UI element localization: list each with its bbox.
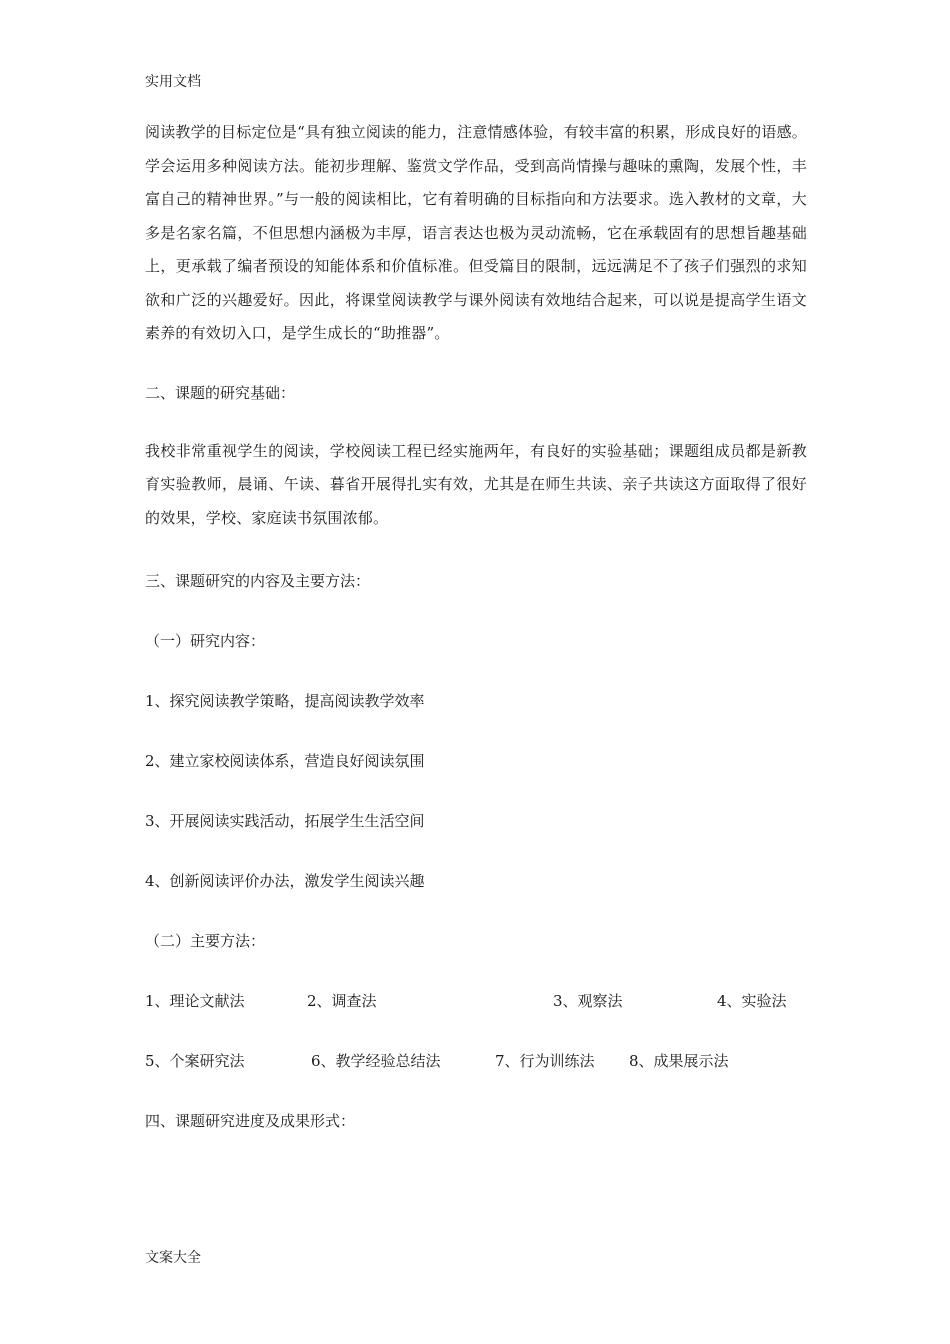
method-item: 2、调查法	[307, 992, 377, 1010]
method-item: 5、个案研究法	[145, 1052, 245, 1070]
section4-heading: 四、课题研究进度及成果形式：	[145, 1112, 356, 1130]
method-item: 4、实验法	[717, 992, 787, 1010]
method-item: 6、教学经验总结法	[311, 1052, 441, 1070]
content-item-1: 1、探究阅读教学策略，提高阅读教学效率	[145, 692, 425, 710]
methods-row-2	[145, 1049, 807, 1073]
method-item: 7、行为训练法	[495, 1052, 595, 1070]
content-item-3: 3、开展阅读实践活动，拓展学生生活空间	[145, 812, 425, 830]
content-item-4: 4、创新阅读评价办法，激发学生阅读兴趣	[145, 872, 425, 890]
method-item: 3、观察法	[553, 992, 623, 1010]
section3-heading: 三、课题研究的内容及主要方法：	[145, 572, 371, 590]
method-item: 1、理论文献法	[145, 992, 245, 1010]
document-body	[145, 116, 807, 1133]
content-item-2: 2、建立家校阅读体系，营造良好阅读氛围	[145, 752, 425, 770]
methods-row-1	[145, 989, 807, 1013]
intro-paragraph: 阅读教学的目标定位是“具有独立阅读的能力，注意情感体验，有较丰富的积累，形成良好的语感。学会运用多种阅读方法。能初步理解、鉴赏文学作品，受到高尚情操与趣味的熏陶，发展个性，丰富自己的精神世界。”与一般的阅读相比，它有着明确的目标指向和方法要求。选入教材的文章，大多是名家名篇，不但思想内涵极为丰厚，语言表达也极为灵动流畅，它在承载固有的思想旨趣基础上，更承载了编者预设的知能体系和价值标准。但受篇目的限制，远远满足不了孩子们强烈的求知欲和广泛的兴趣爱好。因此，将课堂阅读教学与课外阅读有效地结合起来，可以说是提高学生语文素养的有效切入口，是学生成长的“助推器”。	[145, 123, 807, 342]
section2-heading: 二、课题的研究基础：	[145, 383, 296, 402]
research-content-heading: （一）研究内容：	[145, 632, 266, 650]
page-header: 实用文档	[145, 74, 201, 90]
section2-paragraph: 我校非常重视学生的阅读，学校阅读工程已经实施两年，有良好的实验基础；课题组成员都是新教育实验教师，晨诵、午读、暮省开展得扎实有效，尤其是在师生共读、亲子共读这方面取得了很好的效果，学校、家庭读书氛围浓郁。	[145, 441, 807, 527]
methods-heading: （二）主要方法：	[145, 932, 266, 950]
page-footer: 文案大全	[145, 1250, 201, 1266]
method-item: 8、成果展示法	[629, 1052, 729, 1070]
